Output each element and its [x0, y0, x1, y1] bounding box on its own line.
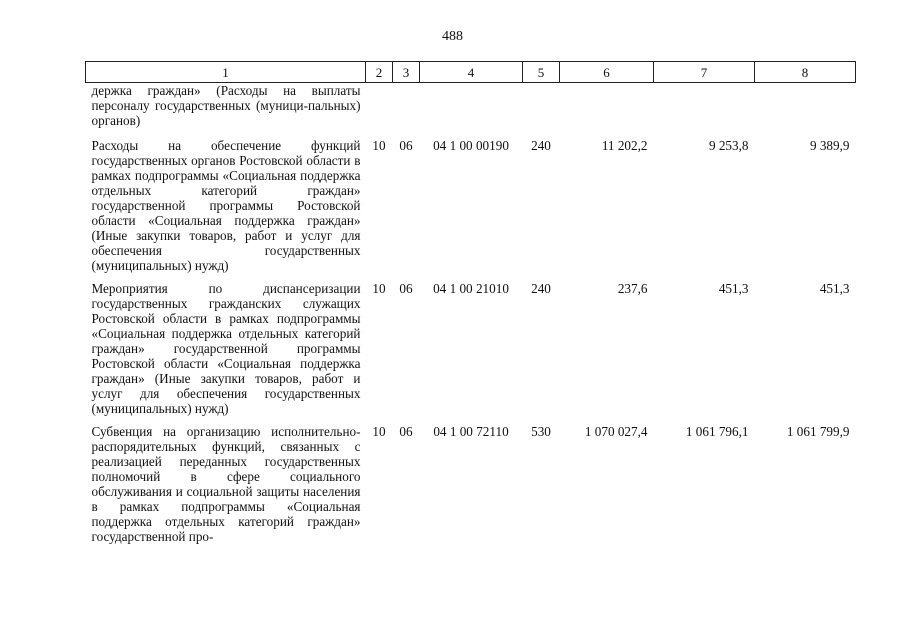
- row-amount-2: 451,3: [718, 281, 749, 296]
- row-amount-2: 1 061 796,1: [685, 424, 749, 439]
- row-subsection: 06: [399, 424, 413, 439]
- row-target-code: [420, 83, 523, 139]
- column-header-1: 1: [86, 62, 366, 83]
- row-subsection: 06: [399, 138, 413, 153]
- table-row: [86, 281, 856, 424]
- row-amount-3: [755, 83, 856, 139]
- row-amount-2: 9 253,8: [708, 138, 749, 153]
- row-section: 10: [372, 138, 386, 153]
- page-number: 488: [442, 29, 463, 44]
- row-amount-1: 237,6: [617, 281, 648, 296]
- row-amount-3: 451,3: [819, 281, 850, 296]
- row-expense-type: 240: [531, 138, 551, 153]
- row-amount-3: 1 061 799,9: [786, 424, 850, 439]
- budget-table: [85, 61, 856, 552]
- row-description: Мероприятия по диспансеризации государственных гражданских служащих Ростовской области в рамках подпрограммы «Социальная поддержка отдельных категорий граждан» государственной программы Ростовской области «Социальная поддержка граждан» (Иные закупки товаров, работ и услуг для обеспечения государственных (муниципальных) нужд): [91, 281, 361, 416]
- row-section: 10: [372, 281, 386, 296]
- table-row: [86, 138, 856, 281]
- column-header-4: 4: [420, 62, 523, 83]
- row-expense-type: 530: [531, 424, 551, 439]
- row-expense-type: 240: [531, 281, 551, 296]
- row-target-code: 04 1 00 00190: [433, 138, 509, 153]
- column-header-7: 7: [654, 62, 755, 83]
- column-header-8: 8: [755, 62, 856, 83]
- row-target-code: 04 1 00 21010: [433, 281, 509, 296]
- column-header-5: 5: [523, 62, 560, 83]
- row-section: [366, 83, 393, 139]
- table-row: [86, 83, 856, 139]
- column-header-6: 6: [560, 62, 654, 83]
- column-header-3: 3: [393, 62, 420, 83]
- row-description: Субвенция на организацию исполнительно-распорядительных функций, связанных с реализацией переданных государственных полномочий в сфере социального обслуживания и социальной защиты населения в рамках подпрограммы «Социальная поддержка отдельных категорий граждан» государственной про-: [91, 424, 361, 544]
- row-amount-1: 11 202,2: [601, 138, 648, 153]
- column-header-2: 2: [366, 62, 393, 83]
- table-header-row: [86, 62, 856, 83]
- row-amount-2: [654, 83, 755, 139]
- row-subsection: [393, 83, 420, 139]
- row-subsection: 06: [399, 281, 413, 296]
- row-description: Расходы на обеспечение функций государственных органов Ростовской области в рамках подпрограммы «Социальная поддержка отдельных категорий граждан» государственной программы Ростовской области «Социальная поддержка граждан» (Иные закупки товаров, работ и услуг для обеспечения государственных (муниципальных) нужд): [91, 138, 361, 273]
- row-section: 10: [372, 424, 386, 439]
- row-target-code: 04 1 00 72110: [433, 424, 509, 439]
- row-expense-type: [523, 83, 560, 139]
- row-amount-3: 9 389,9: [809, 138, 850, 153]
- row-amount-1: [560, 83, 654, 139]
- row-amount-1: 1 070 027,4: [584, 424, 648, 439]
- table-row: [86, 424, 856, 552]
- row-description: держка граждан» (Расходы на выплаты персоналу государственных (муници-пальных) органов): [91, 83, 361, 128]
